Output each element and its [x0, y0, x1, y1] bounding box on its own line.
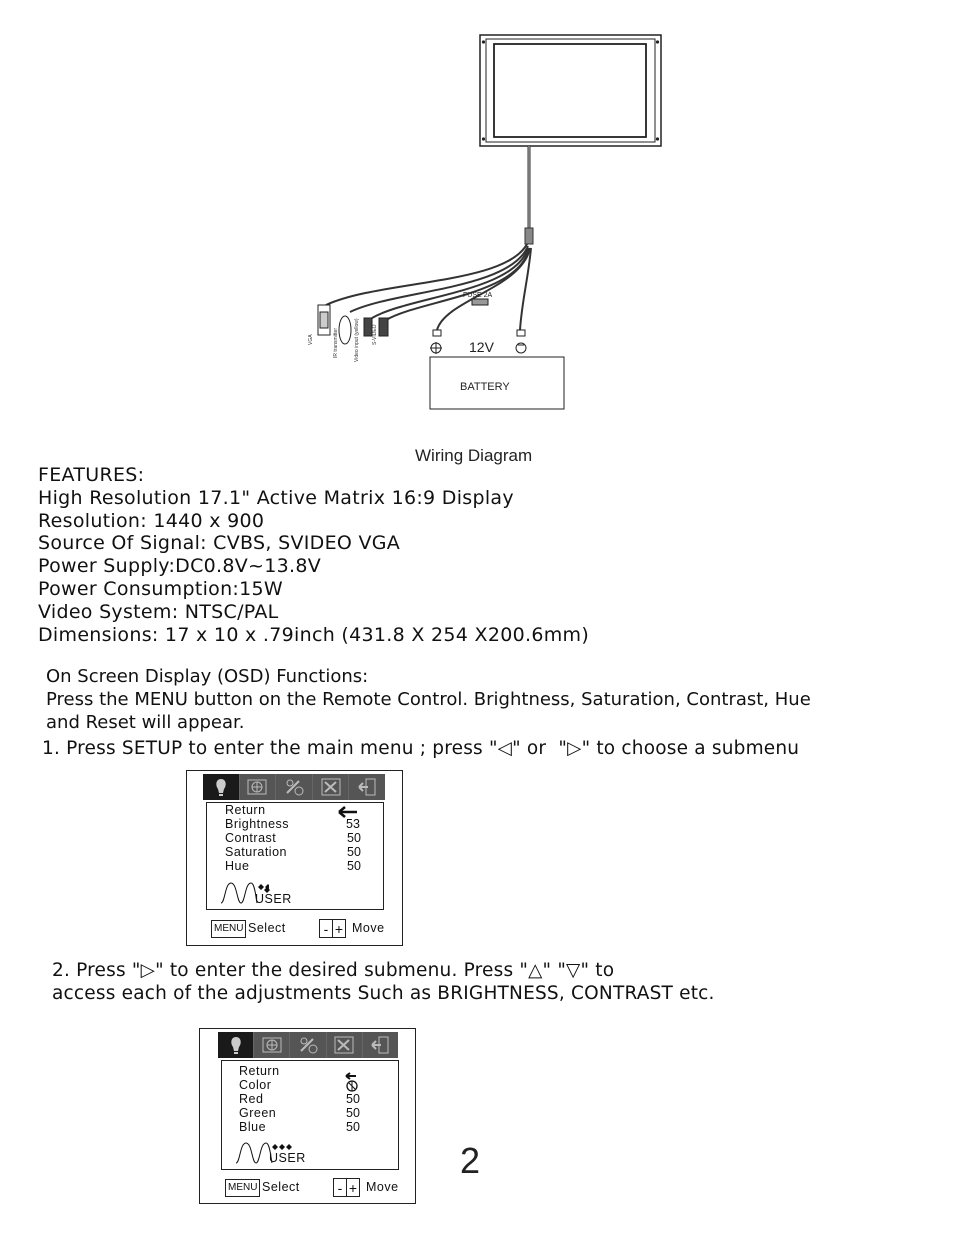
feature-line: Power Consumption:15W: [38, 577, 283, 600]
monitor-illustration: [480, 35, 661, 146]
diagram-caption: Wiring Diagram: [415, 446, 533, 465]
menu-item-contrast[interactable]: Contrast: [225, 831, 277, 845]
down-arrow-icon: ▽: [566, 960, 581, 981]
right-arrow-icon: ▷: [140, 960, 156, 981]
move-label: Move: [366, 1180, 399, 1194]
feature-line: High Resolution 17.1" Active Matrix 16:9 Display: [38, 486, 514, 509]
move-label: Move: [352, 921, 385, 935]
menu-item-red[interactable]: Red: [239, 1092, 264, 1106]
menu-item-saturation[interactable]: Saturation: [225, 845, 287, 859]
menu-item-color[interactable]: Color: [239, 1078, 272, 1092]
plus-minus-keys: [333, 1178, 360, 1197]
step-1: 1. Press SETUP to enter the main menu ; press "◁" or "▷" to choose a submenu: [42, 738, 800, 759]
menu-list: [221, 1060, 399, 1170]
menu-key: MENU: [225, 1179, 260, 1197]
positive-terminal-icon: [430, 342, 442, 354]
feature-line: Power Supply:DC0.8V~13.8V: [38, 555, 322, 578]
osd-heading: On Screen Display (OSD) Functions:: [46, 666, 369, 687]
picture-tab-icon: [218, 1032, 254, 1058]
plus-key: +: [346, 1179, 359, 1196]
settings-tab-icon: [290, 1032, 326, 1058]
color-tab-icon: [240, 774, 277, 800]
features-section: [38, 464, 918, 646]
feature-line: Resolution: 1440 x 900: [38, 509, 265, 532]
left-arrow-icon: ◁: [497, 738, 513, 759]
osd-menu-color: [199, 1028, 416, 1204]
fuse-label: FUSE 2A: [463, 292, 493, 299]
exit-tab-icon: [363, 1032, 398, 1058]
menu-item-brightness[interactable]: Brightness: [225, 817, 290, 831]
menu-list: [206, 802, 384, 910]
plus-minus-keys: [319, 919, 346, 938]
negative-terminal-icon: [516, 343, 526, 353]
right-arrow-icon: ▷: [567, 738, 582, 759]
page-number: 2: [460, 1140, 481, 1181]
color-tab-icon: [254, 1032, 290, 1058]
settings-tab-icon: [276, 774, 313, 800]
tools-tab-icon: [327, 1032, 363, 1058]
select-label: Select: [262, 1180, 300, 1194]
osd-section: [46, 665, 926, 734]
menu-item-blue[interactable]: Blue: [239, 1120, 267, 1134]
osd-line: Press the MENU button on the Remote Control. Brightness, Saturation, Contrast, Hue: [46, 689, 811, 710]
exit-tab-icon: [349, 774, 385, 800]
step-2: 2. Press "▷" to enter the desired submenu. Press "△" "▽" to access each of the adjustments Such as BRIGHTNESS, CONTRAST etc.: [52, 960, 715, 1004]
voltage-label: 12V: [469, 339, 494, 355]
connector-vga-label: VGA: [308, 334, 314, 345]
feature-line: Source Of Signal: CVBS, SVIDEO VGA: [38, 532, 401, 555]
minus-key: -: [337, 1179, 343, 1196]
feature-line: Dimensions: 17 x 10 x .79inch (431.8 X 254 X200.6mm): [38, 623, 590, 646]
blue-value: 50: [346, 1120, 360, 1134]
osd-line: and Reset will appear.: [46, 712, 245, 733]
menu-key: MENU: [211, 920, 246, 938]
select-label: Select: [248, 921, 286, 935]
hue-value: 50: [347, 859, 361, 873]
osd-menu-picture: [186, 770, 403, 946]
menu-icon-bar: [218, 1032, 398, 1058]
brightness-value: 53: [346, 817, 360, 831]
battery-label: BATTERY: [460, 381, 510, 393]
contrast-value: 50: [347, 831, 361, 845]
up-arrow-icon: △: [528, 960, 543, 981]
menu-item-return[interactable]: Return: [239, 1064, 280, 1078]
menu-item-green[interactable]: Green: [239, 1106, 277, 1120]
tools-tab-icon: [313, 774, 350, 800]
wiring-diagram: [0, 0, 954, 440]
menu-item-return[interactable]: Return: [225, 803, 266, 817]
green-value: 50: [346, 1106, 360, 1120]
mode-label: USER: [269, 1151, 306, 1165]
feature-line: Video System: NTSC/PAL: [38, 600, 279, 623]
features-heading: FEATURES:: [38, 464, 145, 486]
menu-icon-bar: [203, 774, 385, 800]
menu-item-hue[interactable]: Hue: [225, 859, 250, 873]
connector-ir-label: IR transmitter: [333, 327, 339, 358]
plus-key: +: [332, 920, 345, 937]
connector-svideo-label: S-VIDEO: [372, 324, 378, 345]
minus-key: -: [323, 920, 329, 937]
picture-tab-icon: [203, 774, 240, 800]
saturation-value: 50: [347, 845, 361, 859]
mode-label: USER: [255, 892, 292, 906]
connector-video-label: Video input (yellow): [354, 318, 360, 362]
red-value: 50: [346, 1092, 360, 1106]
